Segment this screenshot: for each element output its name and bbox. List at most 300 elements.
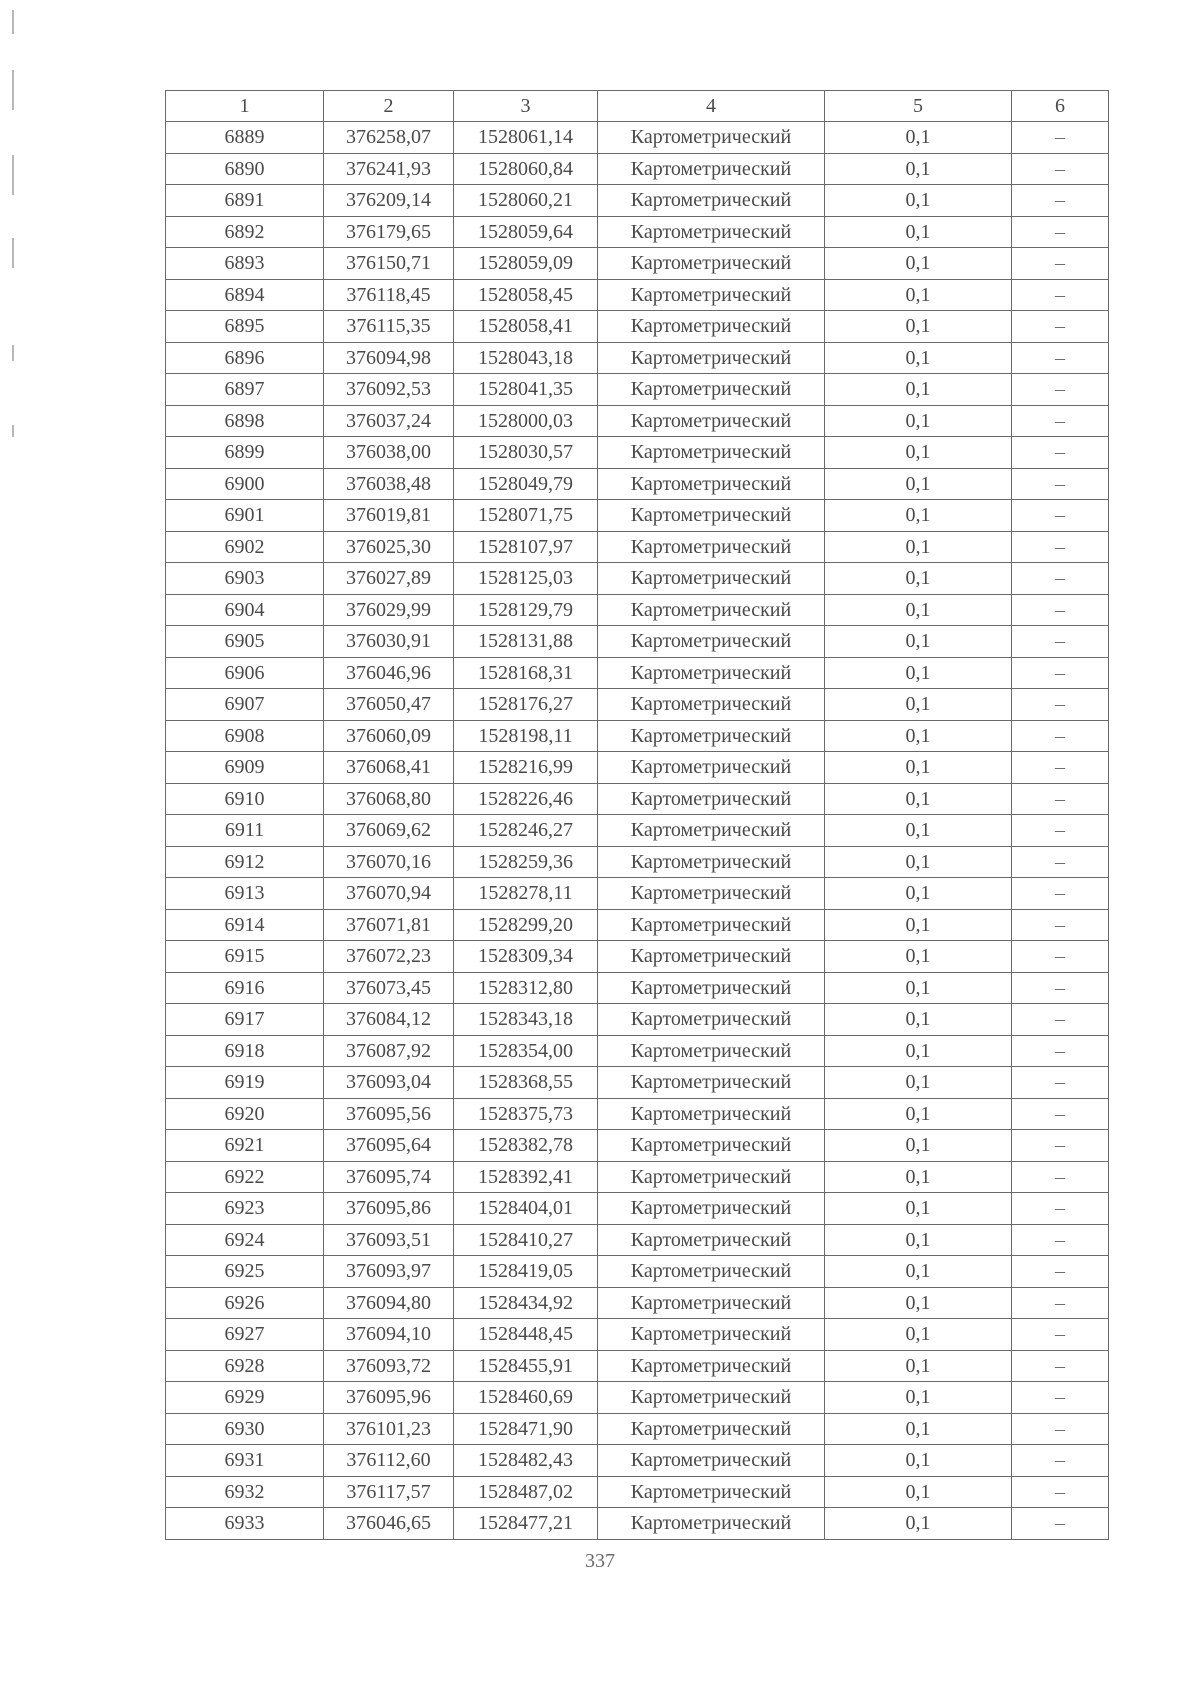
coordinate-x-cell: 376093,97 [324, 1256, 454, 1288]
coordinate-y-cell: 1528030,57 [454, 437, 598, 469]
point-number-cell: 6917 [166, 1004, 324, 1036]
table-row [166, 500, 1109, 532]
table-row [166, 437, 1109, 469]
note-cell: – [1012, 1445, 1109, 1477]
accuracy-cell: 0,1 [825, 941, 1012, 973]
method-cell: Картометрический [598, 437, 825, 469]
note-cell: – [1012, 1256, 1109, 1288]
accuracy-cell: 0,1 [825, 1476, 1012, 1508]
point-number-cell: 6899 [166, 437, 324, 469]
coordinate-y-cell: 1528216,99 [454, 752, 598, 784]
accuracy-cell: 0,1 [825, 657, 1012, 689]
accuracy-cell: 0,1 [825, 689, 1012, 721]
point-number-cell: 6910 [166, 783, 324, 815]
table-row [166, 1319, 1109, 1351]
note-cell: – [1012, 720, 1109, 752]
accuracy-cell: 0,1 [825, 1445, 1012, 1477]
note-cell: – [1012, 500, 1109, 532]
coordinate-y-cell: 1528125,03 [454, 563, 598, 595]
coordinate-x-cell: 376117,57 [324, 1476, 454, 1508]
coordinate-y-cell: 1528059,64 [454, 216, 598, 248]
coordinate-x-cell: 376072,23 [324, 941, 454, 973]
coordinate-x-cell: 376150,71 [324, 248, 454, 280]
method-cell: Картометрический [598, 248, 825, 280]
method-cell: Картометрический [598, 752, 825, 784]
table-row [166, 405, 1109, 437]
accuracy-cell: 0,1 [825, 405, 1012, 437]
coordinate-x-cell: 376068,80 [324, 783, 454, 815]
accuracy-cell: 0,1 [825, 468, 1012, 500]
table-row [166, 122, 1109, 154]
note-cell: – [1012, 626, 1109, 658]
coordinate-y-cell: 1528259,36 [454, 846, 598, 878]
table-row [166, 972, 1109, 1004]
method-cell: Картометрический [598, 185, 825, 217]
point-number-cell: 6915 [166, 941, 324, 973]
table-row [166, 248, 1109, 280]
table-header-row [166, 91, 1109, 122]
coordinate-x-cell: 376093,51 [324, 1224, 454, 1256]
coordinate-y-cell: 1528071,75 [454, 500, 598, 532]
coordinate-y-cell: 1528487,02 [454, 1476, 598, 1508]
coordinate-y-cell: 1528309,34 [454, 941, 598, 973]
coordinate-x-cell: 376029,99 [324, 594, 454, 626]
note-cell: – [1012, 941, 1109, 973]
accuracy-cell: 0,1 [825, 846, 1012, 878]
method-cell: Картометрический [598, 972, 825, 1004]
accuracy-cell: 0,1 [825, 1287, 1012, 1319]
accuracy-cell: 0,1 [825, 1319, 1012, 1351]
method-cell: Картометрический [598, 1413, 825, 1445]
table-row [166, 311, 1109, 343]
accuracy-cell: 0,1 [825, 1035, 1012, 1067]
point-number-cell: 6914 [166, 909, 324, 941]
note-cell: – [1012, 531, 1109, 563]
table-row [166, 216, 1109, 248]
note-cell: – [1012, 657, 1109, 689]
point-number-cell: 6919 [166, 1067, 324, 1099]
accuracy-cell: 0,1 [825, 972, 1012, 1004]
point-number-cell: 6898 [166, 405, 324, 437]
table-row [166, 1508, 1109, 1540]
coordinate-x-cell: 376038,48 [324, 468, 454, 500]
coordinate-y-cell: 1528455,91 [454, 1350, 598, 1382]
method-cell: Картометрический [598, 626, 825, 658]
table-row [166, 1256, 1109, 1288]
point-number-cell: 6918 [166, 1035, 324, 1067]
accuracy-cell: 0,1 [825, 752, 1012, 784]
method-cell: Картометрический [598, 468, 825, 500]
coordinate-y-cell: 1528058,41 [454, 311, 598, 343]
coordinates-table [165, 90, 1109, 1540]
point-number-cell: 6894 [166, 279, 324, 311]
method-cell: Картометрический [598, 1382, 825, 1414]
accuracy-cell: 0,1 [825, 909, 1012, 941]
scan-artifact [12, 10, 14, 34]
method-cell: Картометрический [598, 1508, 825, 1540]
coordinate-y-cell: 1528460,69 [454, 1382, 598, 1414]
point-number-cell: 6900 [166, 468, 324, 500]
coordinate-x-cell: 376046,96 [324, 657, 454, 689]
point-number-cell: 6895 [166, 311, 324, 343]
point-number-cell: 6905 [166, 626, 324, 658]
point-number-cell: 6927 [166, 1319, 324, 1351]
method-cell: Картометрический [598, 1319, 825, 1351]
accuracy-cell: 0,1 [825, 311, 1012, 343]
method-cell: Картометрический [598, 1287, 825, 1319]
note-cell: – [1012, 1224, 1109, 1256]
accuracy-cell: 0,1 [825, 1382, 1012, 1414]
method-cell: Картометрический [598, 1161, 825, 1193]
method-cell: Картометрический [598, 531, 825, 563]
note-cell: – [1012, 1067, 1109, 1099]
method-cell: Картометрический [598, 941, 825, 973]
method-cell: Картометрический [598, 1445, 825, 1477]
coordinate-x-cell: 376258,07 [324, 122, 454, 154]
note-cell: – [1012, 752, 1109, 784]
coordinate-y-cell: 1528000,03 [454, 405, 598, 437]
coordinate-y-cell: 1528448,45 [454, 1319, 598, 1351]
method-cell: Картометрический [598, 1476, 825, 1508]
table-row [166, 1382, 1109, 1414]
coordinate-y-cell: 1528375,73 [454, 1098, 598, 1130]
accuracy-cell: 0,1 [825, 216, 1012, 248]
point-number-cell: 6928 [166, 1350, 324, 1382]
coordinate-y-cell: 1528043,18 [454, 342, 598, 374]
table-row [166, 1287, 1109, 1319]
coordinate-y-cell: 1528471,90 [454, 1413, 598, 1445]
coordinate-x-cell: 376101,23 [324, 1413, 454, 1445]
table-row [166, 720, 1109, 752]
method-cell: Картометрический [598, 1098, 825, 1130]
note-cell: – [1012, 1508, 1109, 1540]
note-cell: – [1012, 1098, 1109, 1130]
method-cell: Картометрический [598, 657, 825, 689]
method-cell: Картометрический [598, 1130, 825, 1162]
coordinate-y-cell: 1528482,43 [454, 1445, 598, 1477]
method-cell: Картометрический [598, 405, 825, 437]
accuracy-cell: 0,1 [825, 342, 1012, 374]
coordinate-y-cell: 1528434,92 [454, 1287, 598, 1319]
coordinate-x-cell: 376095,56 [324, 1098, 454, 1130]
column-header-5: 5 [825, 91, 1012, 122]
point-number-cell: 6920 [166, 1098, 324, 1130]
accuracy-cell: 0,1 [825, 153, 1012, 185]
point-number-cell: 6890 [166, 153, 324, 185]
accuracy-cell: 0,1 [825, 1004, 1012, 1036]
accuracy-cell: 0,1 [825, 1193, 1012, 1225]
note-cell: – [1012, 909, 1109, 941]
table-row [166, 752, 1109, 784]
point-number-cell: 6911 [166, 815, 324, 847]
point-number-cell: 6909 [166, 752, 324, 784]
accuracy-cell: 0,1 [825, 374, 1012, 406]
note-cell: – [1012, 1413, 1109, 1445]
point-number-cell: 6913 [166, 878, 324, 910]
table-row [166, 626, 1109, 658]
point-number-cell: 6889 [166, 122, 324, 154]
note-cell: – [1012, 594, 1109, 626]
coordinate-y-cell: 1528278,11 [454, 878, 598, 910]
table-row [166, 185, 1109, 217]
accuracy-cell: 0,1 [825, 248, 1012, 280]
method-cell: Картометрический [598, 563, 825, 595]
accuracy-cell: 0,1 [825, 122, 1012, 154]
coordinate-y-cell: 1528176,27 [454, 689, 598, 721]
note-cell: – [1012, 846, 1109, 878]
coordinate-x-cell: 376068,41 [324, 752, 454, 784]
coordinate-y-cell: 1528226,46 [454, 783, 598, 815]
coordinate-x-cell: 376050,47 [324, 689, 454, 721]
table-row [166, 1067, 1109, 1099]
point-number-cell: 6896 [166, 342, 324, 374]
table-row [166, 689, 1109, 721]
method-cell: Картометрический [598, 689, 825, 721]
accuracy-cell: 0,1 [825, 626, 1012, 658]
coordinate-x-cell: 376070,16 [324, 846, 454, 878]
point-number-cell: 6908 [166, 720, 324, 752]
coordinate-y-cell: 1528343,18 [454, 1004, 598, 1036]
coordinate-x-cell: 376038,00 [324, 437, 454, 469]
note-cell: – [1012, 1035, 1109, 1067]
coordinate-y-cell: 1528107,97 [454, 531, 598, 563]
accuracy-cell: 0,1 [825, 1508, 1012, 1540]
point-number-cell: 6904 [166, 594, 324, 626]
point-number-cell: 6924 [166, 1224, 324, 1256]
coordinate-x-cell: 376118,45 [324, 279, 454, 311]
page-number: 337 [585, 1550, 615, 1572]
note-cell: – [1012, 437, 1109, 469]
accuracy-cell: 0,1 [825, 279, 1012, 311]
coordinate-y-cell: 1528198,11 [454, 720, 598, 752]
note-cell: – [1012, 374, 1109, 406]
accuracy-cell: 0,1 [825, 185, 1012, 217]
method-cell: Картометрический [598, 846, 825, 878]
accuracy-cell: 0,1 [825, 878, 1012, 910]
coordinate-x-cell: 376093,04 [324, 1067, 454, 1099]
coordinate-x-cell: 376092,53 [324, 374, 454, 406]
coordinate-x-cell: 376070,94 [324, 878, 454, 910]
point-number-cell: 6929 [166, 1382, 324, 1414]
table-row [166, 563, 1109, 595]
point-number-cell: 6897 [166, 374, 324, 406]
coordinate-y-cell: 1528041,35 [454, 374, 598, 406]
coordinate-x-cell: 376025,30 [324, 531, 454, 563]
coordinate-x-cell: 376073,45 [324, 972, 454, 1004]
point-number-cell: 6932 [166, 1476, 324, 1508]
note-cell: – [1012, 563, 1109, 595]
coordinate-x-cell: 376030,91 [324, 626, 454, 658]
table-row [166, 1098, 1109, 1130]
coordinate-y-cell: 1528419,05 [454, 1256, 598, 1288]
note-cell: – [1012, 311, 1109, 343]
column-header-1: 1 [166, 91, 324, 122]
note-cell: – [1012, 783, 1109, 815]
note-cell: – [1012, 405, 1109, 437]
method-cell: Картометрический [598, 374, 825, 406]
coordinate-y-cell: 1528410,27 [454, 1224, 598, 1256]
accuracy-cell: 0,1 [825, 531, 1012, 563]
method-cell: Картометрический [598, 122, 825, 154]
point-number-cell: 6912 [166, 846, 324, 878]
coordinate-x-cell: 376071,81 [324, 909, 454, 941]
coordinate-y-cell: 1528477,21 [454, 1508, 598, 1540]
scan-artifact [12, 155, 14, 195]
note-cell: – [1012, 1319, 1109, 1351]
coordinate-x-cell: 376115,35 [324, 311, 454, 343]
method-cell: Картометрический [598, 1256, 825, 1288]
table-row [166, 941, 1109, 973]
coordinate-y-cell: 1528392,41 [454, 1161, 598, 1193]
coordinate-x-cell: 376094,10 [324, 1319, 454, 1351]
note-cell: – [1012, 153, 1109, 185]
scan-artifact [12, 425, 14, 437]
method-cell: Картометрический [598, 1067, 825, 1099]
table-row [166, 878, 1109, 910]
coordinate-x-cell: 376112,60 [324, 1445, 454, 1477]
coordinate-x-cell: 376093,72 [324, 1350, 454, 1382]
accuracy-cell: 0,1 [825, 1067, 1012, 1099]
method-cell: Картометрический [598, 1350, 825, 1382]
point-number-cell: 6892 [166, 216, 324, 248]
table-row [166, 468, 1109, 500]
table-row [166, 815, 1109, 847]
note-cell: – [1012, 468, 1109, 500]
method-cell: Картометрический [598, 342, 825, 374]
method-cell: Картометрический [598, 1224, 825, 1256]
point-number-cell: 6903 [166, 563, 324, 595]
method-cell: Картометрический [598, 1004, 825, 1036]
accuracy-cell: 0,1 [825, 594, 1012, 626]
accuracy-cell: 0,1 [825, 1350, 1012, 1382]
coordinate-x-cell: 376095,96 [324, 1382, 454, 1414]
note-cell: – [1012, 972, 1109, 1004]
coordinate-y-cell: 1528061,14 [454, 122, 598, 154]
point-number-cell: 6916 [166, 972, 324, 1004]
method-cell: Картометрический [598, 500, 825, 532]
scan-artifact [12, 70, 14, 110]
table-row [166, 909, 1109, 941]
column-header-2: 2 [324, 91, 454, 122]
column-header-6: 6 [1012, 91, 1109, 122]
accuracy-cell: 0,1 [825, 1413, 1012, 1445]
coordinate-x-cell: 376069,62 [324, 815, 454, 847]
note-cell: – [1012, 248, 1109, 280]
coordinate-x-cell: 376094,98 [324, 342, 454, 374]
note-cell: – [1012, 185, 1109, 217]
point-number-cell: 6925 [166, 1256, 324, 1288]
coordinate-x-cell: 376095,86 [324, 1193, 454, 1225]
method-cell: Картометрический [598, 1193, 825, 1225]
table-row [166, 153, 1109, 185]
coordinate-y-cell: 1528382,78 [454, 1130, 598, 1162]
point-number-cell: 6901 [166, 500, 324, 532]
scan-artifact [12, 238, 14, 268]
note-cell: – [1012, 342, 1109, 374]
table-row [166, 657, 1109, 689]
coordinate-y-cell: 1528059,09 [454, 248, 598, 280]
note-cell: – [1012, 1161, 1109, 1193]
coordinate-y-cell: 1528129,79 [454, 594, 598, 626]
accuracy-cell: 0,1 [825, 1256, 1012, 1288]
note-cell: – [1012, 878, 1109, 910]
coordinate-x-cell: 376084,12 [324, 1004, 454, 1036]
method-cell: Картометрический [598, 720, 825, 752]
coordinate-y-cell: 1528058,45 [454, 279, 598, 311]
coordinate-x-cell: 376095,64 [324, 1130, 454, 1162]
table-row [166, 1445, 1109, 1477]
method-cell: Картометрический [598, 909, 825, 941]
accuracy-cell: 0,1 [825, 1130, 1012, 1162]
method-cell: Картометрический [598, 815, 825, 847]
method-cell: Картометрический [598, 216, 825, 248]
coordinate-y-cell: 1528246,27 [454, 815, 598, 847]
point-number-cell: 6926 [166, 1287, 324, 1319]
coordinate-x-cell: 376209,14 [324, 185, 454, 217]
coordinate-x-cell: 376241,93 [324, 153, 454, 185]
note-cell: – [1012, 216, 1109, 248]
scan-artifact [12, 345, 14, 361]
method-cell: Картометрический [598, 878, 825, 910]
coordinate-x-cell: 376027,89 [324, 563, 454, 595]
point-number-cell: 6931 [166, 1445, 324, 1477]
coordinate-x-cell: 376087,92 [324, 1035, 454, 1067]
note-cell: – [1012, 1004, 1109, 1036]
accuracy-cell: 0,1 [825, 815, 1012, 847]
note-cell: – [1012, 1130, 1109, 1162]
coordinate-x-cell: 376094,80 [324, 1287, 454, 1319]
accuracy-cell: 0,1 [825, 720, 1012, 752]
table-row [166, 1413, 1109, 1445]
point-number-cell: 6891 [166, 185, 324, 217]
table-row [166, 1193, 1109, 1225]
note-cell: – [1012, 1382, 1109, 1414]
point-number-cell: 6923 [166, 1193, 324, 1225]
table-row [166, 1161, 1109, 1193]
table-row [166, 783, 1109, 815]
table-row [166, 594, 1109, 626]
coordinate-y-cell: 1528299,20 [454, 909, 598, 941]
note-cell: – [1012, 1350, 1109, 1382]
coordinate-y-cell: 1528131,88 [454, 626, 598, 658]
accuracy-cell: 0,1 [825, 1098, 1012, 1130]
table-row [166, 1224, 1109, 1256]
coordinate-y-cell: 1528060,84 [454, 153, 598, 185]
table-row [166, 531, 1109, 563]
accuracy-cell: 0,1 [825, 783, 1012, 815]
table-row [166, 279, 1109, 311]
method-cell: Картометрический [598, 594, 825, 626]
note-cell: – [1012, 1193, 1109, 1225]
note-cell: – [1012, 1476, 1109, 1508]
note-cell: – [1012, 689, 1109, 721]
method-cell: Картометрический [598, 1035, 825, 1067]
coordinate-y-cell: 1528049,79 [454, 468, 598, 500]
table-row [166, 1350, 1109, 1382]
note-cell: – [1012, 1287, 1109, 1319]
table-row [166, 846, 1109, 878]
note-cell: – [1012, 279, 1109, 311]
accuracy-cell: 0,1 [825, 437, 1012, 469]
table-row [166, 342, 1109, 374]
coordinate-x-cell: 376095,74 [324, 1161, 454, 1193]
coordinate-x-cell: 376179,65 [324, 216, 454, 248]
point-number-cell: 6893 [166, 248, 324, 280]
accuracy-cell: 0,1 [825, 563, 1012, 595]
coordinate-y-cell: 1528368,55 [454, 1067, 598, 1099]
coordinate-x-cell: 376046,65 [324, 1508, 454, 1540]
coordinate-y-cell: 1528312,80 [454, 972, 598, 1004]
